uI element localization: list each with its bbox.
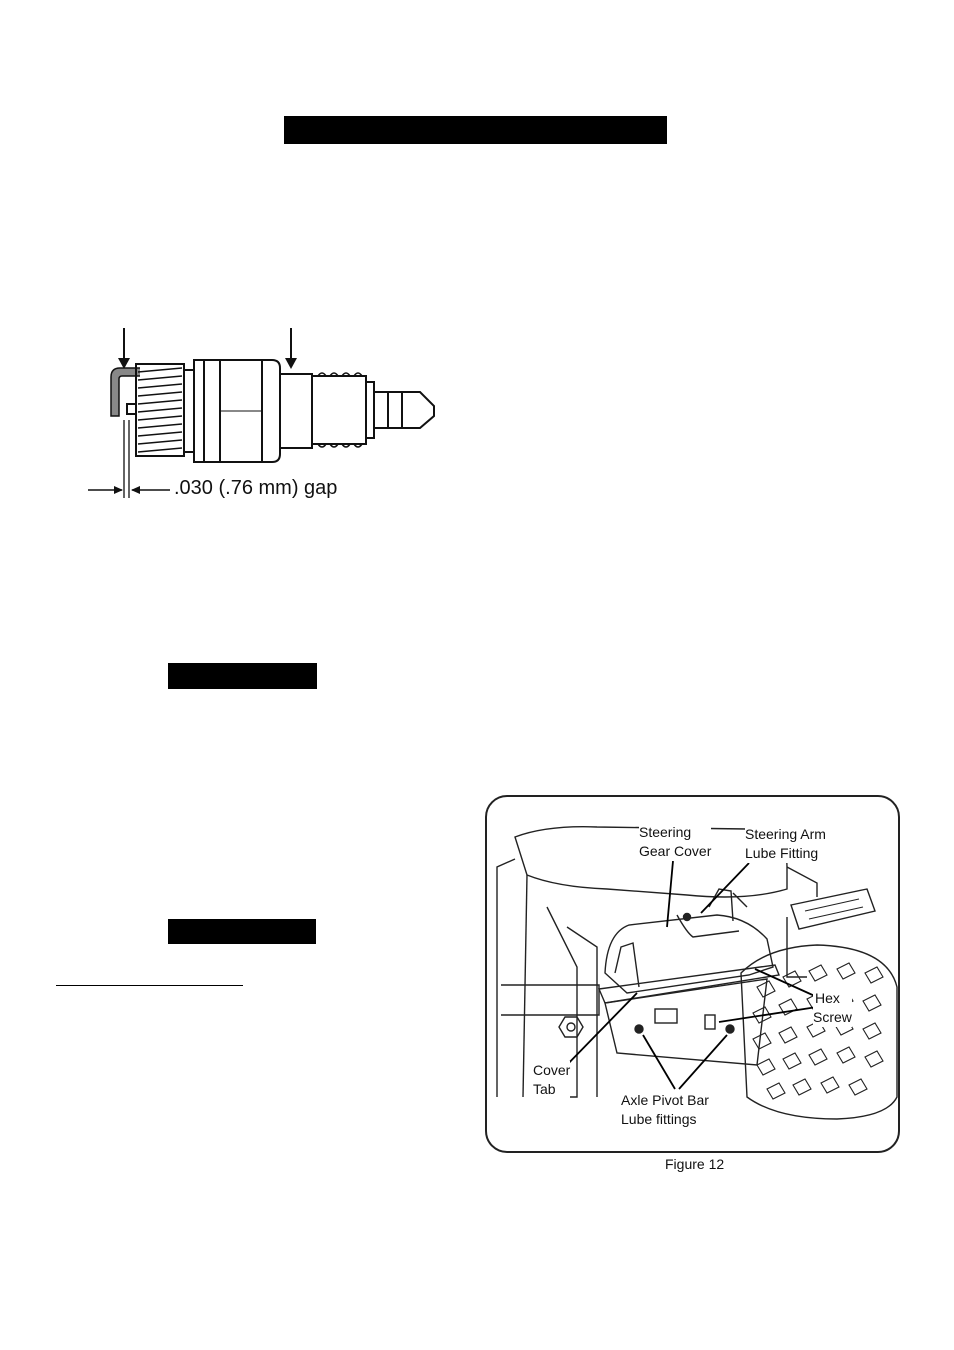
spark-plug-gap-label: .030 (.76 mm) gap: [174, 477, 338, 499]
figure-12-caption: Figure 12: [665, 1156, 725, 1172]
steering-arm-lube-fitting-label: [745, 825, 826, 863]
label-line: Axle Pivot Bar: [621, 1092, 709, 1108]
subheading-redaction-bar-2: [168, 919, 316, 944]
label-line: Steering Arm: [745, 826, 826, 842]
steering-arm-lube-fitting-icon: [684, 914, 691, 921]
callout-line-pivot-fitting: [643, 1035, 675, 1089]
crossbar: [501, 985, 599, 1015]
label-line: Gear Cover: [639, 843, 712, 859]
hex-screw-shape: [705, 1015, 715, 1029]
neck-shape: [280, 374, 312, 448]
label-line: Screw: [813, 1009, 852, 1025]
subheading-redaction-bar-1: [168, 663, 317, 689]
cover-tab-label: [533, 1061, 570, 1099]
label-line: Tab: [533, 1081, 556, 1097]
hex-screw-label: [813, 989, 852, 1027]
heading-redaction-bar: [284, 116, 667, 144]
label-line: Steering: [639, 824, 692, 840]
lube-fitting-icon: [726, 1025, 734, 1033]
arrow-head-icon: [131, 486, 140, 494]
hex-bolt-shape: [559, 1017, 583, 1037]
axle-pivot-bar-lube-fittings-label: [621, 1091, 709, 1129]
callout-line-steering-arm: [701, 863, 749, 913]
terminal-nut-shape: [388, 392, 434, 428]
lube-fitting-icon: [635, 1025, 643, 1033]
center-electrode-shape: [127, 404, 136, 414]
arrow-head-icon: [285, 358, 297, 369]
callout-line-hex-screw: [719, 1007, 817, 1022]
label-line: Hex: [815, 990, 840, 1006]
pedal-shape: [791, 889, 875, 929]
front-tire-shape: [741, 945, 897, 1119]
gasket-shape: [184, 370, 194, 452]
label-line: Lube fittings: [621, 1111, 697, 1127]
insulator-shape: [312, 376, 366, 444]
label-line: Cover: [533, 1062, 571, 1078]
arrow-head-icon: [114, 486, 123, 494]
steering-gear-cover-label: [639, 823, 711, 861]
steering-figure-frame: [485, 795, 900, 1153]
label-line: Lube Fitting: [745, 845, 819, 861]
underline-rule: [56, 985, 243, 986]
